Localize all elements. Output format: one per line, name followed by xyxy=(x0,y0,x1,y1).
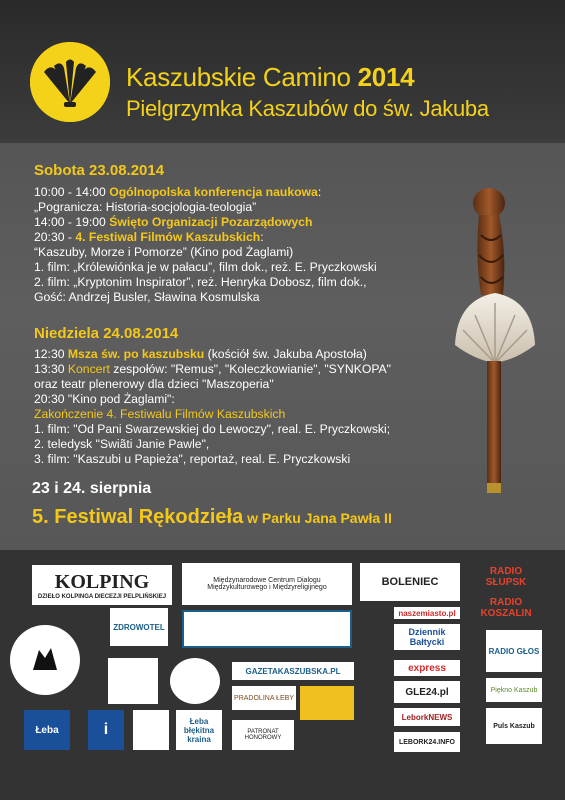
lebork-news-logo: LeborkNEWS xyxy=(394,708,460,726)
saturday-line: 10:00 - 14:00 Ogólnopolska konferencja naukowa: xyxy=(34,185,322,199)
piekno-kaszub-logo: Piękno Kaszub xyxy=(486,678,542,702)
sunday-line: 1. film: "Od Pani Swarzewskiej do Lewoczy", real. E. Pryczkowski; xyxy=(34,422,391,436)
sponsor-logos xyxy=(0,550,565,800)
kolping-logo: KOLPING DZIEŁO KOLPINGA DIECEZJI PELPLIŃSKIEJ xyxy=(32,565,172,605)
saturday-line: 14:00 - 19:00 Święto Organizacji Pozarządowych xyxy=(34,215,313,229)
coat-of-arms-logo xyxy=(300,686,354,720)
boleniec-logo: BOLENIEC xyxy=(360,563,460,601)
radio-slupsk-logo: RADIO SŁUPSK xyxy=(470,563,542,591)
saturday-heading: Sobota 23.08.2014 xyxy=(34,162,165,179)
saturday-line: 1. film: „Królewiónka je w pałacu”, film dok., reż. E. Pryczkowski xyxy=(34,260,377,274)
sunday-line: 20:30 "Kino pod Żaglami": xyxy=(34,392,175,406)
puls-kaszub-logo: Puls Kaszub xyxy=(486,708,542,744)
saturday-line: 20:30 - 4. Festiwal Filmów Kaszubskich: xyxy=(34,230,264,244)
sunday-line: Zakończenie 4. Festiwalu Filmów Kaszubskich xyxy=(34,407,286,421)
poster-title: Kaszubskie Camino 2014 xyxy=(126,62,415,92)
lebork24-logo: LEBORK24.INFO xyxy=(394,732,460,752)
radio-glos-logo: RADIO GŁOS xyxy=(486,630,542,672)
ornament-logo xyxy=(108,658,158,704)
naszemiasto-logo: naszemiasto.pl xyxy=(394,607,460,619)
saturday-line: “Kaszuby, Morze i Pomorze” (Kino pod Żaglami) xyxy=(34,245,294,259)
festival-dates: 23 i 24. sierpnia xyxy=(32,480,152,497)
dialogue-centre-logo: Międzynarodowe Centrum Dialogu Międzykulturowego i Międzyreligijnego xyxy=(182,563,352,605)
sunday-heading: Niedziela 24.08.2014 xyxy=(34,325,179,342)
festival-title: 5. Festiwal Rękodzieła w Parku Jana Pawła II xyxy=(32,506,392,528)
scallop-shell-logo-icon xyxy=(30,42,110,122)
sunday-line: 3. film: "Kaszubi u Papieża", reportaż, real. E. Pryczkowski xyxy=(34,452,351,466)
leba-logo: Łeba xyxy=(24,710,70,750)
sunday-line: 12:30 Msza św. po kaszubsku (kościół św. Jakuba Apostoła) xyxy=(34,347,367,361)
express-logo: express xyxy=(394,660,460,676)
radio-koszalin-logo: RADIO KOSZALIN xyxy=(470,594,542,622)
info-point-logo: i xyxy=(88,710,124,750)
patronat-logo: PATRONAT HONOROWY xyxy=(232,720,294,750)
sunday-line: oraz teatr plenerowy dla dzieci "Maszoperia" xyxy=(34,377,274,391)
kaszubskie-association-logo xyxy=(10,625,80,695)
saturday-line: „Pogranicza: Historia-socjologia-teologia” xyxy=(34,200,257,214)
sponsor-banner-logo xyxy=(182,610,352,648)
round-emblem-logo xyxy=(170,658,220,704)
leba-blekitna-logo: Łeba błękitna kraina xyxy=(176,710,222,750)
gle24-logo: GLE24.pl xyxy=(394,681,460,703)
poster-subtitle: Pielgrzymka Kaszubów do św. Jakuba xyxy=(126,96,489,121)
saturday-line: 2. film: „Kryptonim Inspirator”, reż. Henryka Dobosz, film dok., xyxy=(34,275,367,289)
church-emblem-logo xyxy=(133,710,169,750)
sunday-line: 13:30 Koncert zespołów: "Remus", "Koleczkowianie", "SYNKOPA" xyxy=(34,362,392,376)
header xyxy=(0,0,565,143)
pradolina-logo: PRADOLINA ŁEBY xyxy=(232,686,296,710)
saturday-line: Gość: Andrzej Busler, Sławina Kosmulska xyxy=(34,290,260,304)
sunday-line: 2. teledysk "Swiãti Janie Pawle", xyxy=(34,437,210,451)
pilgrim-staff-with-shell-icon xyxy=(445,185,545,495)
dziennik-baltycki-logo: Dziennik Bałtycki xyxy=(394,624,460,650)
zdrowotel-logo: ZDROWOTEL xyxy=(110,608,168,646)
gazeta-kaszubska-logo: GAZETAKASZUBSKA.PL xyxy=(232,662,354,680)
